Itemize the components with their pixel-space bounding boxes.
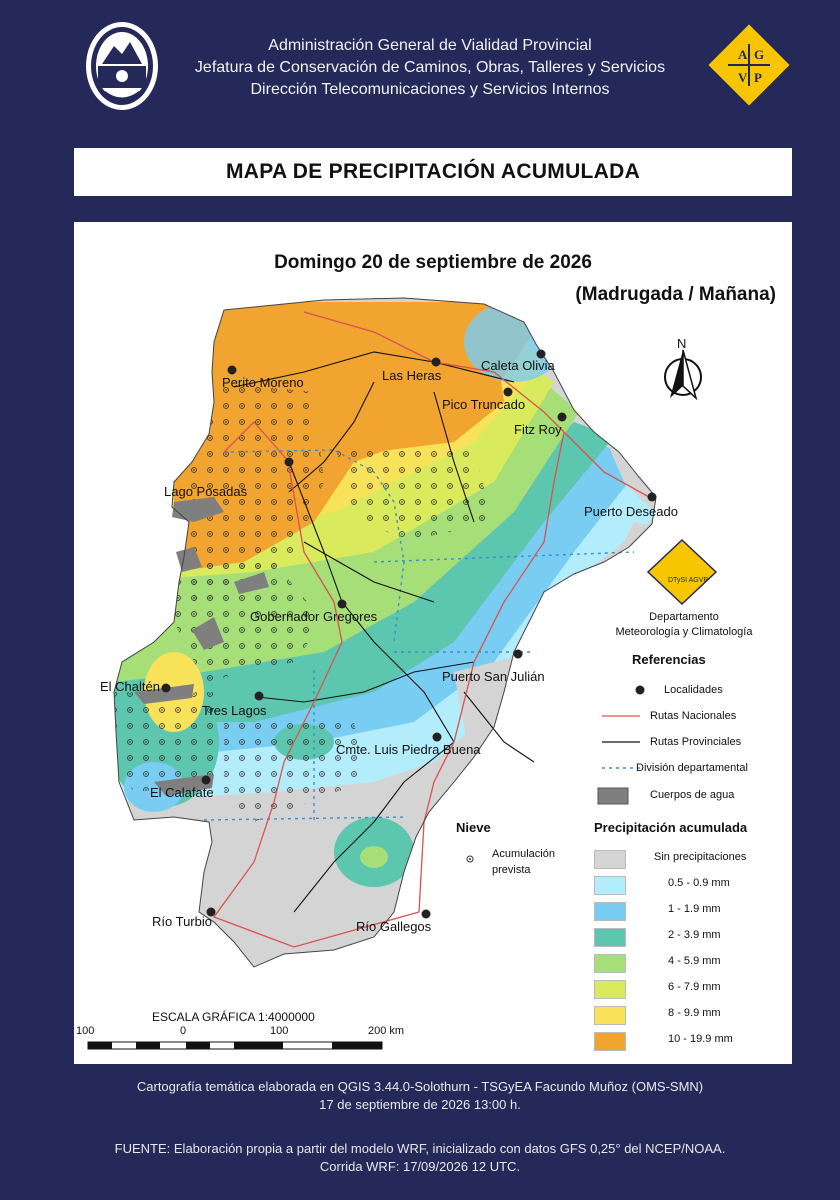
precip-zones xyxy=(109,302,674,982)
map-date: Domingo 20 de septiembre de 2026 xyxy=(274,252,592,273)
province-seal-logo xyxy=(84,20,160,112)
precip-swatch-4 xyxy=(594,954,626,973)
precip-swatch-0 xyxy=(594,850,626,869)
label-rio-turbio: Río Turbio xyxy=(152,914,212,929)
precip-label-4: 4 - 5.9 mm xyxy=(668,955,721,967)
precip-swatch-5 xyxy=(594,980,626,999)
locality-dot-fitz-roy xyxy=(558,413,567,422)
legend-localidades: Localidades xyxy=(664,684,723,696)
locality-dot-piedra-buena xyxy=(433,733,442,742)
label-lago-posadas: Lago Posadas xyxy=(164,484,248,499)
precip-title: Precipitación acumulada xyxy=(594,820,748,835)
header-line-2: Jefatura de Conservación de Caminos, Obras, Talleres y Servicios xyxy=(194,59,666,76)
precip-label-6: 8 - 9.9 mm xyxy=(668,1007,721,1019)
dmc-badge-logo xyxy=(648,540,716,604)
locality-dot-puerto-deseado xyxy=(648,493,657,502)
dept-label xyxy=(594,610,774,640)
dept-line-1: Departamento xyxy=(649,611,719,623)
svg-text:N: N xyxy=(677,336,687,351)
label-el-chalten: El Chaltén xyxy=(100,679,160,694)
label-piedra-buena: Cmte. Luis Piedra Buena xyxy=(336,742,481,757)
footer-date: 17 de septiembre de 2026 13:00 h. xyxy=(319,1097,521,1112)
precip-label-3: 2 - 3.9 mm xyxy=(668,929,721,941)
footer-source: FUENTE: Elaboración propia a partir del modelo WRF, inicializado con datos GFS 0,25° del NCEP/NOAA. xyxy=(114,1141,726,1156)
label-perito-moreno: Perito Moreno xyxy=(222,375,304,390)
locality-dot-gobernador-gregores xyxy=(338,600,347,609)
label-gobernador-gregores: Gobernador Gregores xyxy=(250,609,378,624)
label-el-calafate: El Calafate xyxy=(150,785,214,800)
legend-rutas-nacionales: Rutas Nacionales xyxy=(650,710,737,722)
label-fitz-roy: Fitz Roy xyxy=(514,422,562,437)
footer-credit: Cartografía temática elaborada en QGIS 3.44.0-Solothurn - TSGyEA Facundo Muñoz (OMS-SMN) xyxy=(136,1079,704,1094)
header-line-1: Administración General de Vialidad Provincial xyxy=(268,37,592,54)
label-caleta-olivia: Caleta Olivia xyxy=(481,358,555,373)
label-rio-gallegos: Río Gallegos xyxy=(356,919,432,934)
legend-localidades-symbol xyxy=(636,686,645,695)
locality-dot-puerto-san-julian xyxy=(514,650,523,659)
north-arrow-icon xyxy=(665,336,701,398)
map-panel xyxy=(74,222,792,1064)
locality-dot-perito-moreno xyxy=(228,366,237,375)
snow-label-2: prevista xyxy=(492,864,531,876)
locality-dot-tres-lagos xyxy=(255,692,264,701)
label-las-heras: Las Heras xyxy=(382,368,442,383)
locality-dot-el-calafate xyxy=(202,776,211,785)
map-period: (Madrugada / Mañana) xyxy=(575,284,776,305)
label-puerto-san-julian: Puerto San Julián xyxy=(442,669,545,684)
svg-text:G: G xyxy=(754,47,765,62)
precip-label-1: 0.5 - 0.9 mm xyxy=(668,877,730,889)
scale-tick-200: 200 km xyxy=(368,1025,405,1037)
snow-title: Nieve xyxy=(456,820,491,835)
locality-dot-las-heras xyxy=(432,358,441,367)
page-title: MAPA DE PRECIPITACIÓN ACUMULADA xyxy=(74,148,792,196)
svg-text:A: A xyxy=(738,47,748,62)
footer-run: Corrida WRF: 17/09/2026 12 UTC. xyxy=(319,1159,521,1174)
precip-swatch-6 xyxy=(594,1006,626,1025)
legend-rutas-provinciales: Rutas Provinciales xyxy=(650,736,742,748)
svg-text:P: P xyxy=(754,70,762,85)
svg-text:V: V xyxy=(738,70,748,85)
scale-tick-0: 0 xyxy=(180,1025,187,1037)
precip-label-0: Sin precipitaciones xyxy=(654,851,747,863)
snow-legend-icon xyxy=(467,856,473,862)
legend-agua-symbol xyxy=(598,788,628,804)
label-puerto-deseado: Puerto Deseado xyxy=(584,504,678,519)
scale-title: ESCALA GRÁFICA 1:4000000 xyxy=(152,1010,315,1024)
locality-dot-lago-posadas xyxy=(285,458,294,467)
snow-label-1: Acumulación xyxy=(492,848,555,860)
label-pico-truncado: Pico Truncado xyxy=(442,397,526,412)
legend-cuerpos-agua: Cuerpos de agua xyxy=(650,789,735,801)
precip-label-2: 1 - 1.9 mm xyxy=(668,903,721,915)
scale-tick-100: 100 xyxy=(270,1025,289,1037)
precip-swatch-1 xyxy=(594,876,626,895)
locality-dot-pico-truncado xyxy=(504,388,513,397)
legend-division: División departamental xyxy=(636,762,748,774)
precip-swatch-2 xyxy=(594,902,626,921)
scale-tick-100-left: 100 xyxy=(76,1025,95,1037)
precip-label-7: 10 - 19.9 mm xyxy=(668,1033,733,1045)
svg-text:DTySI AGVP: DTySI AGVP xyxy=(668,577,709,584)
agvp-logo xyxy=(706,22,792,108)
dept-line-2: Meteorología y Climatología xyxy=(615,626,753,638)
locality-dot-rio-gallegos xyxy=(422,910,431,919)
label-tres-lagos: Tres Lagos xyxy=(202,703,267,718)
precip-swatch-3 xyxy=(594,928,626,947)
references-title: Referencias xyxy=(632,652,706,667)
scale-bar xyxy=(88,1042,382,1049)
precip-swatch-7 xyxy=(594,1032,626,1051)
precip-label-5: 6 - 7.9 mm xyxy=(668,981,721,993)
locality-dot-el-chalten xyxy=(162,684,171,693)
header-line-3: Dirección Telecomunicaciones y Servicios Internos xyxy=(250,81,610,98)
